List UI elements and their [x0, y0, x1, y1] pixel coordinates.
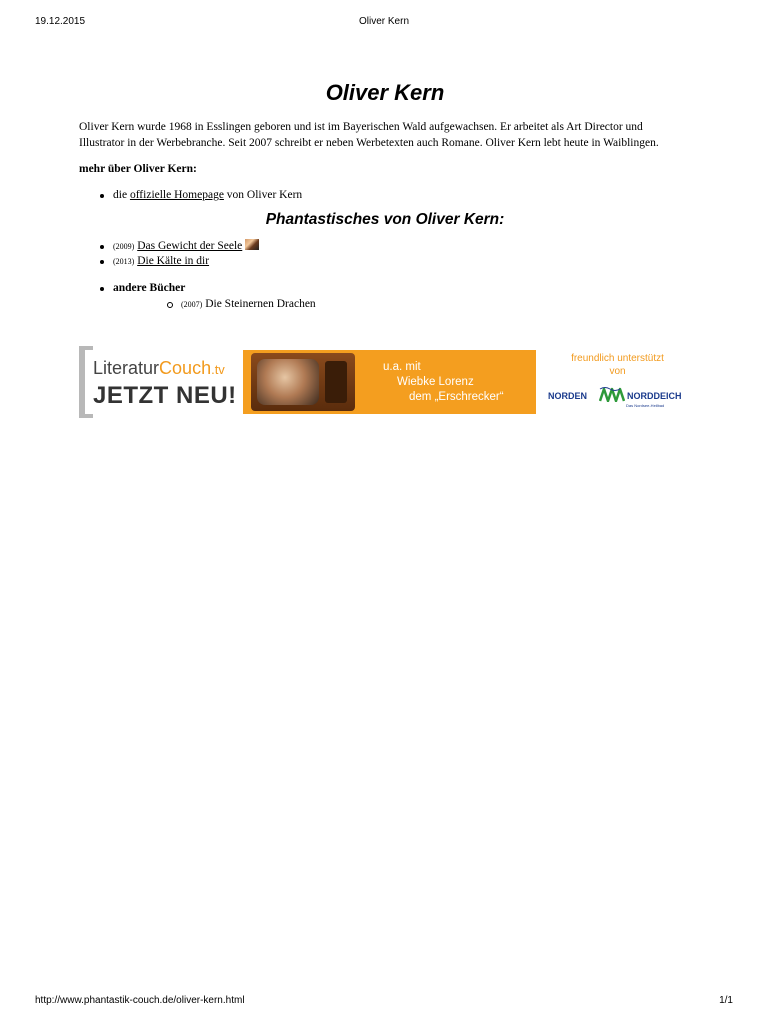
book-cover-thumbnail[interactable] — [245, 239, 259, 250]
author-bio: Oliver Kern wurde 1968 in Esslingen geboren und ist im Bayerischen Wald aufgewachsen. Er arbeitet als Art Director und Illustrator in der Werbebranche. Seit 2007 schreibt er neben Werbetexten auch Romane. Oliver Kern lebt heute in Waiblingen. — [79, 121, 659, 149]
lc-name-tv: .tv — [211, 362, 225, 377]
list-item — [79, 239, 691, 254]
book-year: (2013) — [113, 257, 135, 266]
lc-name-part2: Couch — [159, 358, 212, 378]
nn-right-text: NORDDEICH — [627, 391, 682, 401]
article-content — [79, 78, 691, 312]
literaturcouch-name — [93, 358, 225, 379]
print-url: http://www.phantastik-couch.de/oliver-kern.html — [35, 995, 245, 1006]
sponsor-line-2: von — [609, 366, 626, 377]
bullet-icon — [100, 245, 104, 249]
nn-left-text: NORDEN — [548, 391, 588, 401]
list-item — [79, 254, 691, 269]
tv-speaker-panel — [325, 361, 347, 403]
tv-line-3: dem „Erschrecker“ — [409, 391, 504, 403]
tv-line-1: u.a. mit — [383, 361, 421, 373]
tv-promo-text — [383, 360, 504, 405]
book-link-die-kaelte-in-dir[interactable]: Die Kälte in dir — [137, 255, 210, 267]
section-title: Phantastisches von Oliver Kern: — [265, 211, 505, 228]
literaturcouch-logo[interactable] — [79, 346, 237, 420]
circle-bullet-icon — [167, 302, 173, 308]
nn-wave-icon — [599, 386, 625, 402]
tv-line-2: Wiebke Lorenz — [397, 376, 474, 388]
book-title: Die Steinernen Drachen — [205, 298, 316, 310]
book-year: (2007) — [181, 300, 203, 309]
bullet-icon — [100, 194, 104, 198]
homepage-prefix: die — [113, 189, 130, 201]
page-title: Oliver Kern — [325, 80, 445, 105]
book-year: (2009) — [113, 242, 135, 251]
print-doc-title: Oliver Kern — [358, 16, 409, 27]
print-header — [0, 16, 768, 30]
norden-norddeich-logo — [548, 386, 688, 412]
other-books-sublist — [113, 297, 691, 312]
more-links-list — [79, 188, 691, 203]
list-item — [113, 297, 691, 312]
bullet-icon — [100, 260, 104, 264]
jetzt-neu-label: JETZT NEU! — [93, 382, 237, 409]
other-books-label: andere Bücher — [113, 282, 186, 294]
bullet-icon — [100, 287, 104, 291]
sponsor-text — [544, 352, 691, 378]
book-link-das-gewicht-der-seele[interactable]: Das Gewicht der Seele — [137, 240, 243, 252]
advertising-banner[interactable] — [79, 346, 691, 420]
other-books-list — [79, 281, 691, 312]
retro-tv-icon — [251, 353, 355, 411]
more-about-heading: mehr über Oliver Kern: — [79, 163, 197, 175]
homepage-link[interactable]: offizielle Homepage — [129, 189, 224, 201]
sponsor-line-1: freundlich unterstützt — [571, 353, 664, 364]
list-item — [79, 281, 691, 312]
bracket-decoration — [79, 346, 93, 418]
tv-screen-portrait — [257, 359, 319, 405]
list-item — [79, 188, 691, 203]
nn-subtitle: Das Nordsee-Heilbad — [626, 403, 665, 408]
page-number: 1/1 — [719, 995, 733, 1006]
books-list — [79, 239, 691, 269]
homepage-suffix: von Oliver Kern — [223, 189, 303, 201]
tv-promo[interactable] — [243, 350, 536, 414]
sponsor-block[interactable] — [544, 346, 691, 416]
lc-name-part1: Literatur — [93, 358, 160, 378]
print-date: 19.12.2015 — [35, 16, 86, 27]
